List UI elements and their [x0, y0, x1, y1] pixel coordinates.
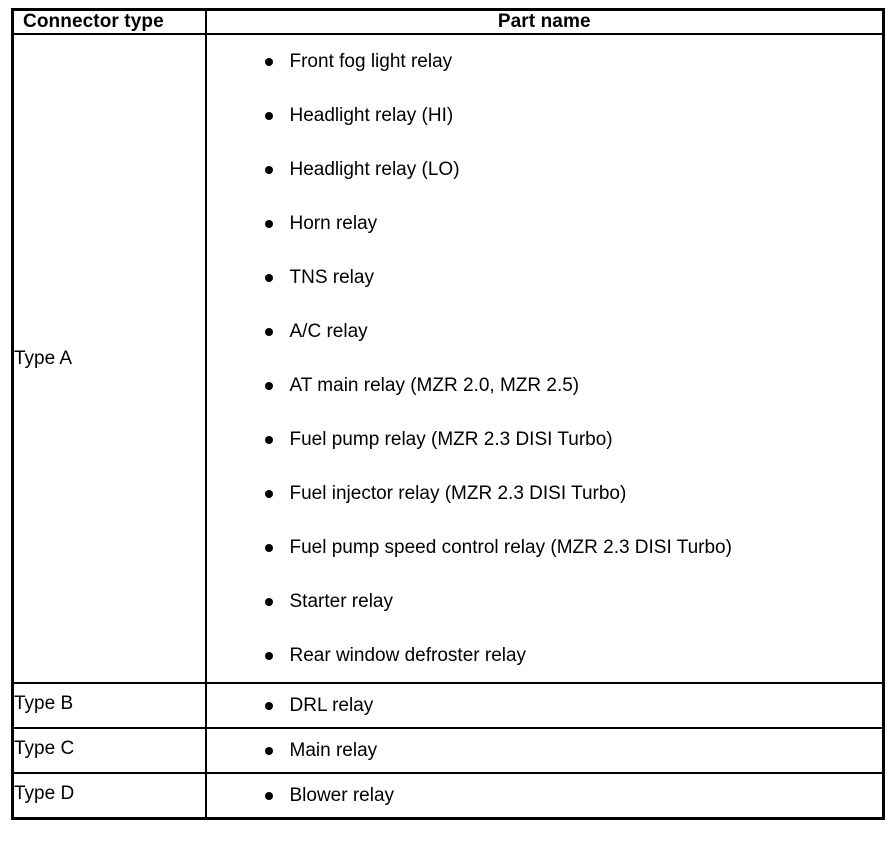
bullet-icon [265, 328, 273, 336]
list-item [207, 589, 873, 614]
part-name-label: DRL relay [289, 695, 374, 716]
bullet-icon [265, 58, 273, 66]
bullet-icon [265, 544, 273, 552]
part-name-label: A/C relay [289, 321, 368, 342]
list-item [207, 319, 873, 344]
part-name-label: AT main relay (MZR 2.0, MZR 2.5) [289, 375, 580, 396]
list-item [207, 373, 873, 398]
list-item [207, 211, 873, 236]
list-item [207, 427, 873, 452]
table-header-row [13, 10, 884, 35]
relay-connector-table [11, 8, 885, 820]
bullet-icon [265, 652, 273, 660]
bullet-icon [265, 436, 273, 444]
list-item [207, 783, 873, 808]
part-name-label: Fuel injector relay (MZR 2.3 DISI Turbo) [289, 483, 627, 504]
cell-part-names [206, 773, 884, 819]
table-header [13, 10, 884, 35]
part-name-label: Front fog light relay [289, 51, 453, 72]
part-name-list [207, 684, 883, 727]
list-item [207, 738, 873, 763]
bullet-icon [265, 490, 273, 498]
cell-connector-type: Type A [13, 34, 206, 683]
bullet-icon [265, 166, 273, 174]
part-name-list [207, 774, 883, 817]
bullet-icon [265, 792, 273, 800]
table-row [13, 34, 884, 683]
part-name-label: Fuel pump speed control relay (MZR 2.3 DISI Turbo) [289, 537, 732, 558]
part-name-label: Blower relay [289, 785, 395, 806]
part-name-list [207, 35, 883, 682]
part-name-label: Fuel pump relay (MZR 2.3 DISI Turbo) [289, 429, 613, 450]
column-header-part-name: Part name [206, 10, 884, 35]
part-name-label: Starter relay [289, 591, 393, 612]
list-item [207, 103, 873, 128]
list-item [207, 265, 873, 290]
cell-part-names [206, 34, 884, 683]
part-name-label: Main relay [289, 740, 378, 761]
cell-part-names [206, 683, 884, 728]
list-item [207, 49, 873, 74]
table-row [13, 773, 884, 819]
part-name-label: Rear window defroster relay [289, 645, 527, 666]
part-name-label: Headlight relay (HI) [289, 105, 454, 126]
bullet-icon [265, 598, 273, 606]
cell-connector-type: Type C [13, 728, 206, 773]
bullet-icon [265, 747, 273, 755]
part-name-label: Horn relay [289, 213, 378, 234]
table-body [13, 34, 884, 819]
column-header-connector-type: Connector type [13, 10, 206, 35]
cell-part-names [206, 728, 884, 773]
part-name-label: TNS relay [289, 267, 374, 288]
list-item [207, 481, 873, 506]
bullet-icon [265, 112, 273, 120]
bullet-icon [265, 274, 273, 282]
cell-connector-type: Type D [13, 773, 206, 819]
list-item [207, 643, 873, 668]
list-item [207, 535, 873, 560]
cell-connector-type: Type B [13, 683, 206, 728]
list-item [207, 157, 873, 182]
bullet-icon [265, 382, 273, 390]
table-row [13, 683, 884, 728]
list-item [207, 693, 873, 718]
table-row [13, 728, 884, 773]
bullet-icon [265, 702, 273, 710]
part-name-list [207, 729, 883, 772]
part-name-label: Headlight relay (LO) [289, 159, 460, 180]
bullet-icon [265, 220, 273, 228]
